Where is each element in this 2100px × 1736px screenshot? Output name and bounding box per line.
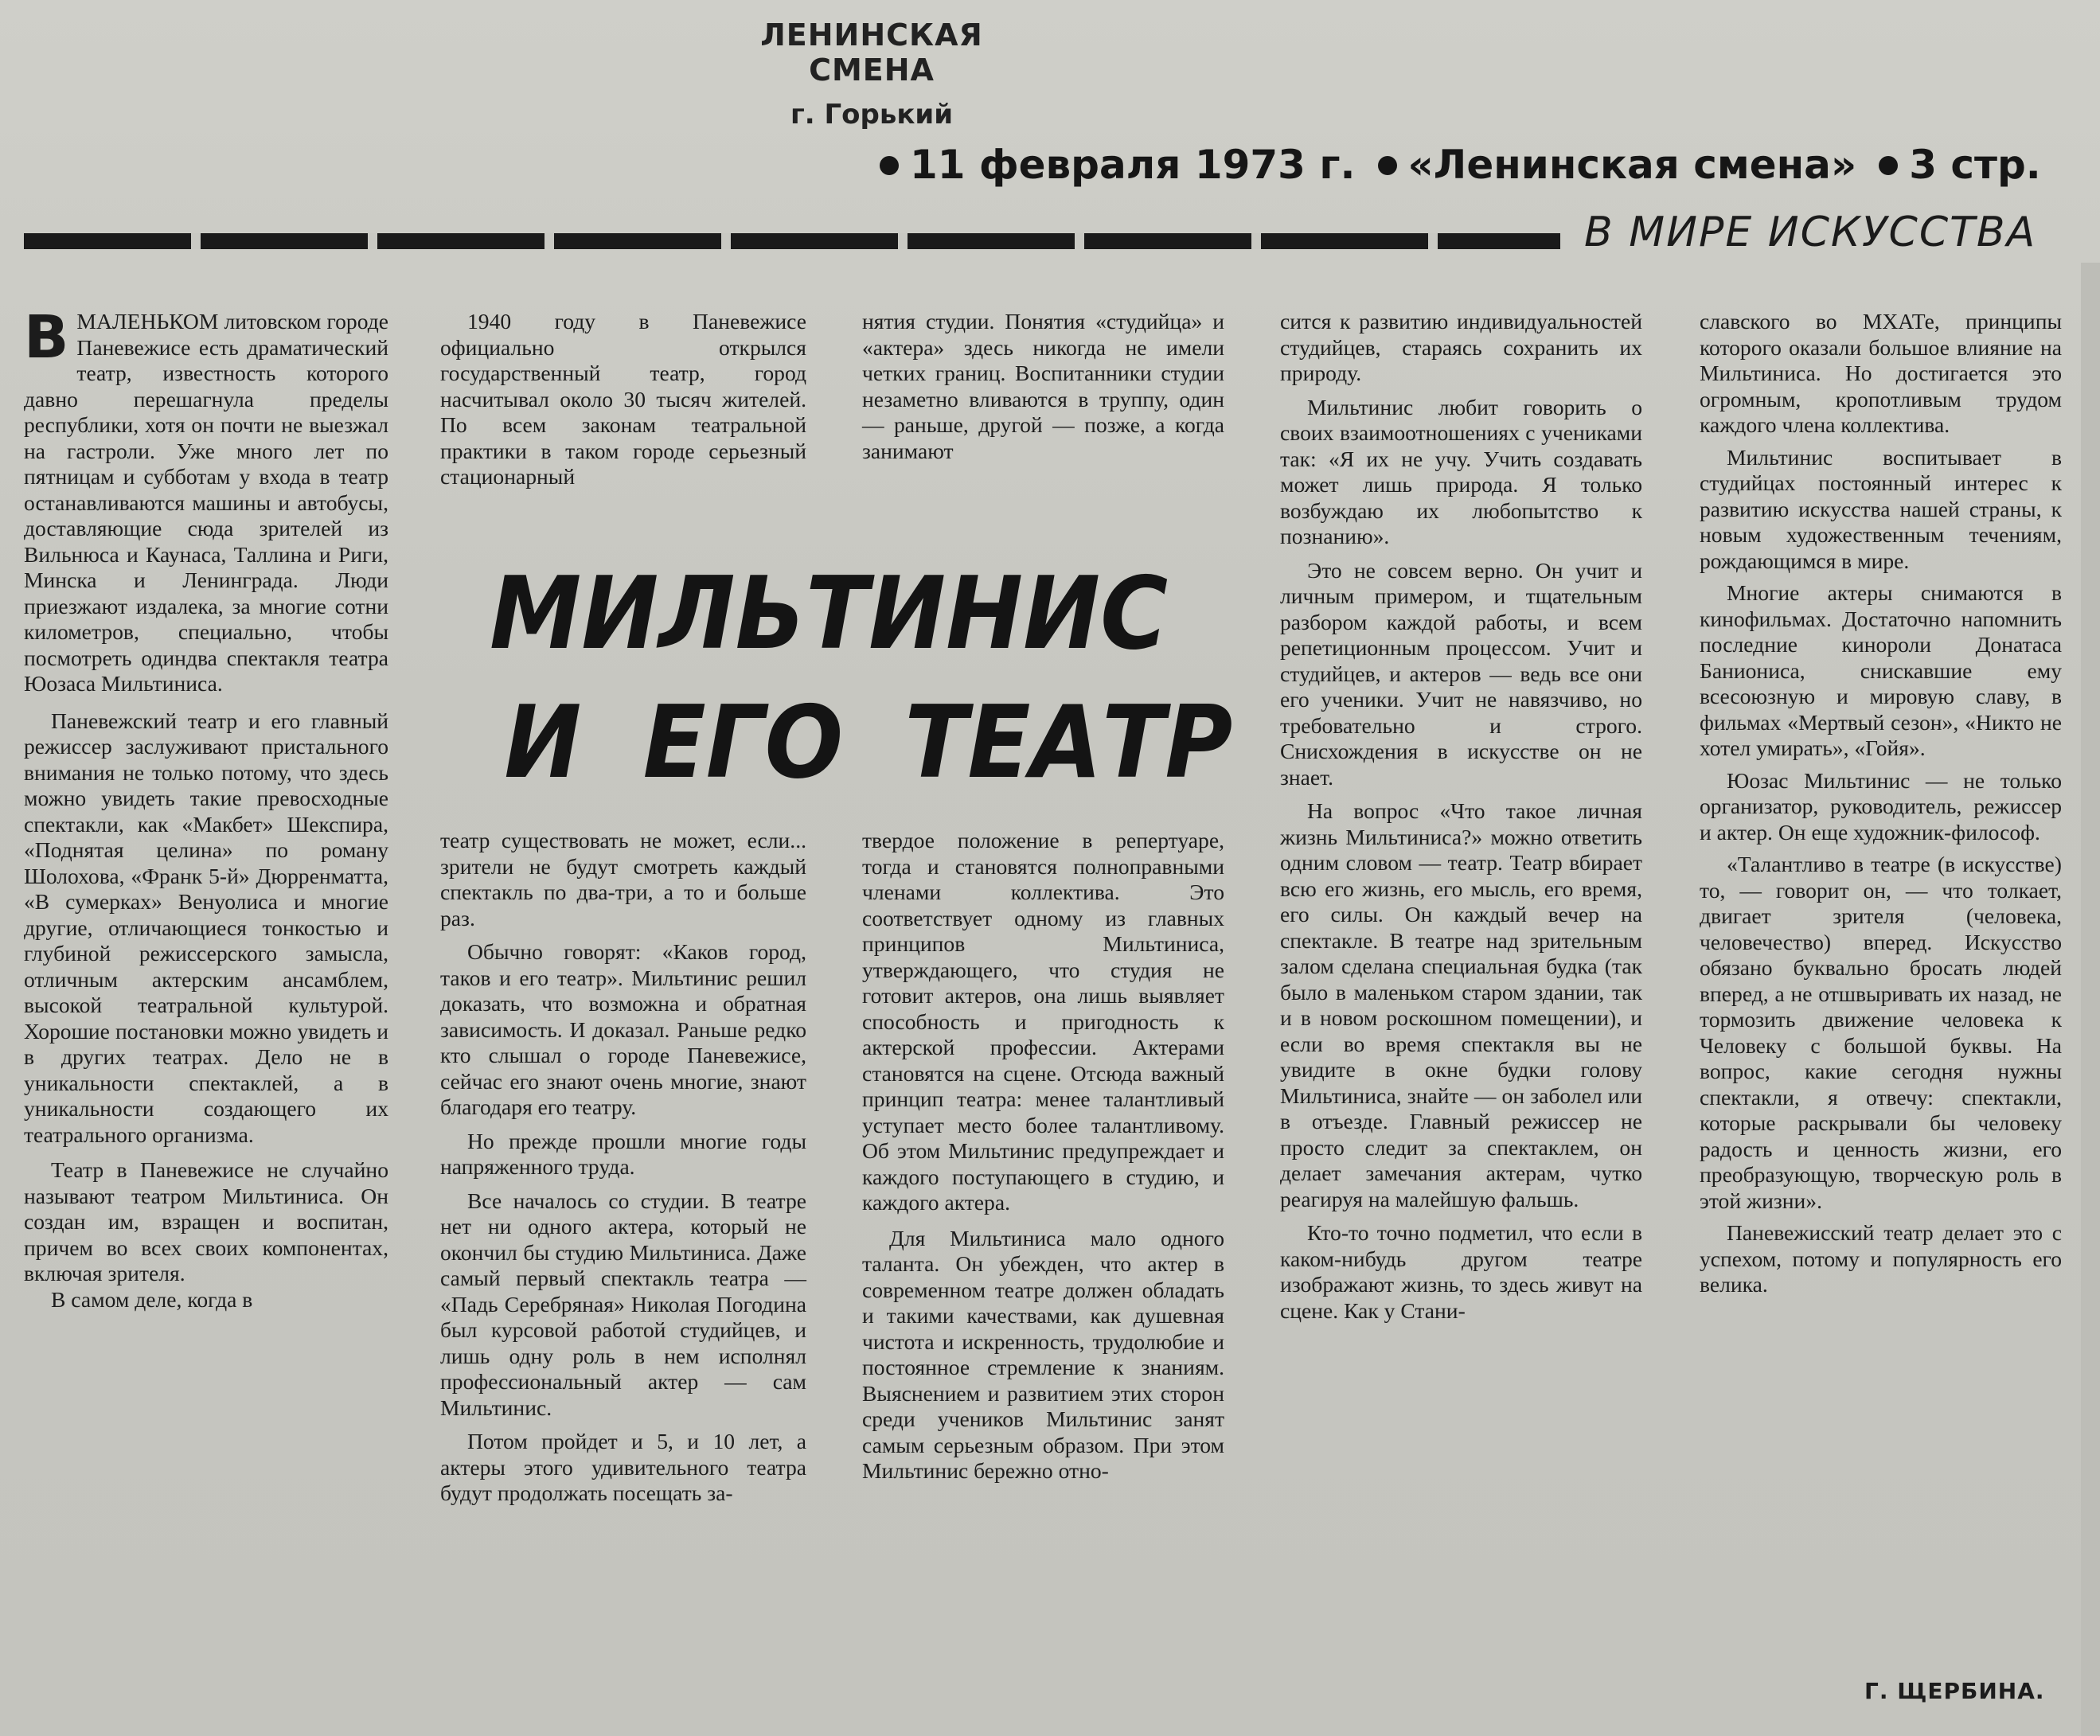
article-paragraph: сится к развитию индивидуальностей студийцев, стараясь сохранить их природу.: [1280, 309, 1642, 385]
rubric-title: В МИРЕ ИСКУССТВА: [1584, 209, 2037, 256]
dateline: [880, 142, 2041, 188]
article-paragraph: Потом пройдет и 5, и 10 лет, а актеры этого удивительного театра будут продолжать посещать за-: [440, 1429, 806, 1505]
article-paragraph: твердое положение в репертуаре, тогда и становятся полноправными членами коллектива. Это соответствует одному из главных принципов Мильтиниса, утверждающего, что студия не готовит актеров, она лишь выявляет способность и пригодность к актерской профессии. Актерами становятся на сцене. Отсюда важный принцип театра: менее талантливый уступает место более талантливому. Об этом Мильтинис предупреждает и каждого поступающего в студию, и каждого актера.: [862, 828, 1224, 1215]
dateline-date: 11 февраля 1973 г.: [910, 142, 1356, 188]
article-paragraph: Юозас Мильтинис — не только организатор, руководитель, режиссер и актер. Он еще художник-философ.: [1700, 767, 2062, 845]
clipping-city: г. Горький: [790, 99, 954, 131]
article-column-5: [1700, 309, 2062, 1298]
clipping-paper-name: ЛЕНИНСКАЯ СМЕНА: [760, 18, 983, 88]
article-paragraph: Паневежский театр и его главный режиссер заслуживают пристального внимания не только потому, что здесь можно увидеть такие превосходные спектакли, как «Макбет» Шекспира, «Поднятая целина» по роману Шолохова, «Франк 5-й» Дюрренматта, «В сумерках» Венуолиса и многие другие, отличающиеся тонкостью и глубиной режиссерского замысла, отличным актерским ансамблем, высокой театральной культурой. Хорошие постановки можно увидеть и в других театрах. Дело не в уникальности спектаклей, а в уникальности создающего их театрального организма.: [24, 708, 388, 1147]
article-paragraph: На вопрос «Что такое личная жизнь Мильтиниса?» можно ответить одним словом — театр. Театр вбирает всю его жизнь, его мысль, его время, его силы. Он каждый вечер на спектакле. В театре над зрительным залом сделана специальная будка (так было в маленьком старом здании, так и в новом роскошном помещении), и если во время спектакля вы не увидите в окне будки голову Мильтиниса, знайте — он заболел или в отъезде. Главный режиссер не просто следит за спектаклем, он делает замечания актерам, чутко реагируя на малейшую фальшь.: [1280, 798, 1642, 1211]
article-paragraph: Мильтинис воспитывает в студийцах постоянный интерес к развитию искусства нашей страны, к новым художественным течениям, рождающимся в мире.: [1700, 444, 2062, 573]
article-paragraph: Это не совсем верно. Он учит и личным примером, и тщательным разбором каждой работы, и всем репетиционным процессом. Учит и студийцев, и актеров — ведь все они его ученики. Учит не навязчиво, но требовательно и строго. Снисхождения в искусстве он не знает.: [1280, 557, 1642, 790]
article-paragraph: Мильтинис любит говорить о своих взаимоотношениях с учениками так: «Я их не учу. Учить создавать может лишь природа. Я только возбуждаю их любопытство к познанию».: [1280, 394, 1642, 548]
page-edge-shadow: [2081, 263, 2100, 1736]
article-paragraph: Для Мильтиниса мало одного таланта. Он убежден, что актер в современном театре должен обладать и такими качествами, как душевная чистота и искренность, трудолюбие и постоянное стремление к знаниям. Выяснением и развитием этих сторон среди учеников Мильтинис занят самым серьезным образом. При этом Мильтинис бережно отно-: [862, 1225, 1224, 1483]
dateline-paper: «Ленинская смена»: [1407, 142, 1857, 188]
clipping-stamp: [693, 18, 1051, 131]
bullet-icon: [1378, 156, 1397, 175]
article-paragraph: В самом деле, когда в: [51, 1286, 253, 1312]
article-column-3-top: [862, 309, 1224, 464]
rubric-rule: [24, 233, 1560, 249]
article-headline: [490, 549, 1233, 807]
article-paragraph: нятия студии. Понятия «студийца» и «актера» здесь никогда не имели четких границ. Воспитанники студии незаметно вливаются в труппу, один — раньше, другой — позже, а когда занимают: [862, 309, 1224, 463]
article-column-2-top: [440, 309, 806, 490]
article-paragraph: Но прежде прошли многие годы напряженного труда.: [440, 1128, 806, 1179]
article-paragraph: Все началось со студии. В театре нет ни одного актера, который не окончил бы студию Мильтиниса. Даже самый первый спектакль театра — «Падь Серебряная» Николая Погодина был курсовой работой студийцев, и лишь одну роль в нем исполнял профессиональный актер — сам Мильтинис.: [440, 1188, 806, 1420]
article-paragraph: Обычно говорят: «Каков город, таков и его театр». Мильтинис решил доказать, что возможна и обратная зависимость. И доказал. Раньше редко кто слышал о городе Паневежисе, сейчас его знают очень многие, знают благодаря его театру.: [440, 939, 806, 1119]
article-paragraph: Театр в Паневежисе не случайно называют театром Мильтиниса. Он создан им, взращен и воспитан, причем во всех своих компонентах, включая зрителя.: [24, 1157, 388, 1285]
article-paragraph: ВМАЛЕНЬКОМ литовском городе Паневежисе есть драматический театр, известность которого давно перешагнула пределы республики, хотя он почти не выезжал на гастроли. Уже много лет по пятницам и субботам у входа в театр останавливаются машины и автобусы, доставляющие сюда зрителей из Вильнюса и Каунаса, Таллина и Риги, Минска и Ленинграда. Люди приезжают издалека, за многие сотни километров, специально, чтобы посмотреть одиндва спектакля театра Юозаса Мильтиниса.: [24, 303, 388, 696]
article-column-2-bottom: [440, 828, 806, 1507]
article-paragraph: 1940 году в Паневежисе официально открылся государственный театр, город насчитывал около 30 тысяч жителей. По всем законам театральной практики в таком городе серьезный стационарный: [440, 309, 806, 489]
headline-line-2: И ЕГО ТЕАТР: [504, 684, 1233, 801]
article-column-1: [24, 303, 388, 1313]
bullet-icon: [1879, 156, 1898, 175]
article-column-3-bottom: [862, 828, 1224, 1484]
dateline-page: 3 стр.: [1909, 142, 2041, 188]
article-paragraph: Многие актеры снимаются в кинофильмах. Достаточно напомнить последние кинороли Донатаса Баниониса, снискавшие ему всесоюзную и мировую славу, в фильмах «Мертвый сезон», «Никто не хотел умирать», «Гойя».: [1700, 580, 2062, 760]
bullet-icon: [880, 156, 899, 175]
article-column-4: [1280, 309, 1642, 1324]
article-paragraph: театр существовать не может, если... зрители не будут смотреть каждый спектакль по два-три, а то и больше раз.: [440, 828, 806, 930]
headline-line-1: МИЛЬТИНИС: [490, 555, 1169, 672]
drop-cap: В: [24, 303, 69, 372]
article-paragraph: славского во МХАТе, принципы которого оказали большое влияние на Мильтиниса. Но достигается это огромным, кропотливым трудом каждого члена коллектива.: [1700, 309, 2062, 437]
article-byline: Г. ЩЕРБИНА.: [1864, 1678, 2045, 1704]
article-paragraph: Кто-то точно подметил, что если в каком-нибудь другом театре изображают жизнь, то здесь живут на сцене. Как у Стани-: [1280, 1220, 1642, 1323]
article-paragraph: «Талантливо в театре (в искусстве) то, — говорит он, — что толкает, двигает зрителя (человека, человечество) вперед. Искусство обязано буквально бросать людей вперед, а не отшвыривать их назад, не тормозить движение человека к Человеку с большой буквы. На вопрос, какие сегодня нужны спектакли, я отвечу: спектакли, которые раскрывали бы человеку радость и ценность жизни, его преобразующую, творческую роль в этой жизни».: [1700, 852, 2062, 1213]
article-paragraph: Паневежисский театр делает это с успехом, потому и популярность его велика.: [1700, 1220, 2062, 1297]
